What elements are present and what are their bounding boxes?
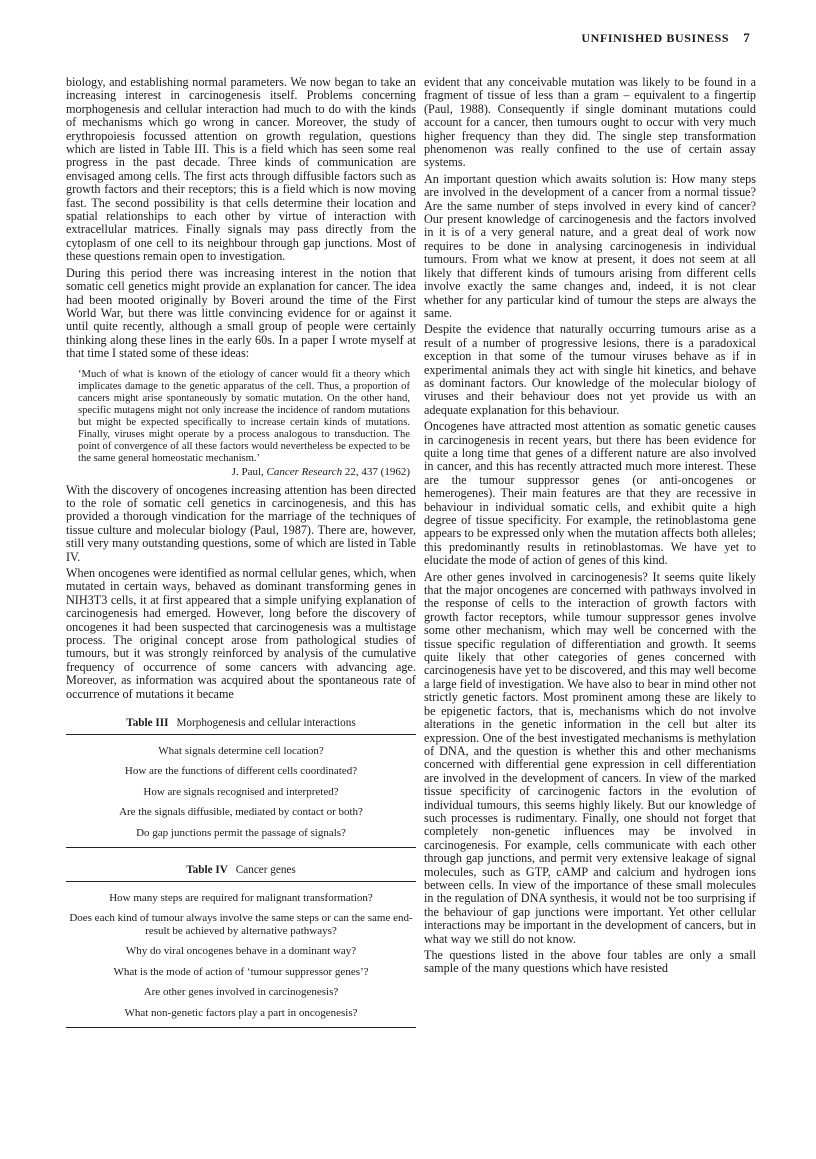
running-title: UNFINISHED BUSINESS xyxy=(581,31,730,45)
paragraph: Oncogenes have attracted most attention as somatic genetic causes in carcinogenesis in recent years, but there has been evidence for quite a long time that genes of a different nature are also involved in cancer, and this has recently attracted much more interest. These are the tumour suppressor genes (or anti-oncogenes or hemerogenes). Their main features are that they are recessive in behaviour in individual somatic cells, and exhibit quite a high degree of tissue specificity. For example, the retinoblastoma gene appears to be expressed only when the mutation affects both alleles; this predominantly results in retinoblastomas. We have yet to elucidate the mode of action of genes of this kind. xyxy=(424,419,756,568)
quote-author: J. Paul, xyxy=(231,465,267,478)
table-label: Table III xyxy=(126,717,169,730)
block-quote xyxy=(78,369,410,478)
quote-citation xyxy=(78,466,410,478)
table-row: Why do viral oncogenes behave in a dominant way? xyxy=(125,945,357,958)
table-iv xyxy=(66,864,416,1028)
table-caption xyxy=(66,717,416,729)
table-title: Morphogenesis and cellular interactions xyxy=(176,717,356,730)
running-head xyxy=(0,30,750,46)
paragraph: evident that any conceivable mutation was likely to be found in a fragment of tissue of less than a gram – equivalent to a fingertip (Paul, 1988). Consequently if single dominant mutations could account for a cancer, then tumours ought to occur with very much higher frequency than they did. The single step transformation phenomenon was really confined to the use of certain assay systems. xyxy=(424,75,756,170)
left-column xyxy=(66,76,416,1028)
right-column xyxy=(424,76,756,976)
table-label: Table IV xyxy=(186,864,228,877)
table-row: What is the mode of action of ‘tumour suppressor genes’? xyxy=(113,965,369,978)
quote-journal: Cancer Research xyxy=(266,465,343,478)
table-row: Are other genes involved in carcinogenesis? xyxy=(143,986,339,999)
paragraph: The questions listed in the above four tables are only a small sample of the many questions which have resisted xyxy=(424,948,756,976)
table-row: How many steps are required for malignant transformation? xyxy=(109,892,373,905)
quote-reference: 22, 437 (1962) xyxy=(342,465,410,478)
table-body xyxy=(66,881,416,1028)
table-row: What signals determine cell location? xyxy=(158,745,324,758)
table-row: Do gap junctions permit the passage of signals? xyxy=(136,826,346,839)
table-caption xyxy=(66,864,416,876)
paragraph: An important question which awaits solution is: How many steps are involved in the development of a cancer from a normal tissue? Are the same number of steps involved in every kind of cancer? Our present knowledge of carcinogenesis and the factors involved in it is of a very general nature, and a great deal of work now requires to be done in analysing carcinogenesis in individual tumours. From what we know at present, it does not seem at all likely that different kinds of tumours arising from different cells involve exactly the same changes and, indeed, it is not clear whether for any particular kind of tumour the steps are always the same. xyxy=(424,171,756,320)
table-row: Does each kind of tumour always involve the same steps or can the same end-result be achieved by alternative pathways? xyxy=(69,912,413,937)
paragraph: With the discovery of oncogenes increasing attention has been directed to the role of somatic cell genetics in carcinogenesis, and this has provided a thorough vindication for the marriage of the techniques of tissue culture and molecular biology (Paul, 1987). There are, however, still very many outstanding questions, some of which are listed in Table IV. xyxy=(66,482,416,564)
table-row: How are signals recognised and interpreted? xyxy=(143,785,339,798)
paragraph: Despite the evidence that naturally occurring tumours arise as a result of a number of progressive lesions, there is a paradoxical exception in that some of the tumour viruses behave as if in experimental animals they act with single hit kinetics, and behave as dominant factors. Our knowledge of the molecular biology of viruses and their behaviour does not yet provide us with an adequate explanation for this behaviour. xyxy=(424,322,756,417)
paragraph: During this period there was increasing interest in the notion that somatic cell genetics might provide an explanation for cancer. The idea had been mooted originally by Boveri around the time of the First World War, but there was little convincing evidence for or against it until quite recently, although a small group of people were certainly thinking along these lines in the early 60s. In a paper I wrote myself at that time I stated some of these ideas: xyxy=(66,265,416,361)
table-body xyxy=(66,734,416,848)
table-iii xyxy=(66,717,416,848)
page-number: 7 xyxy=(743,30,750,45)
paragraph: biology, and establishing normal parameters. We now began to take an increasing interest in carcinogenesis itself. Problems concerning morphogenesis and cellular interaction had much to do with the kinds of mechanisms which go wrong in cancer. Moreover, the study of erythropoiesis focussed attention on growth regulation, questions which are listed in Table III. This is a field which has seen some real progress in the past decade. Three kinds of communication are envisaged among cells. The first acts through diffusible factors such as growth factors and their receptors; this is a field which is now moving fast. The second possibility is that cells determine their location and spatial relationships to each other by virtue of interaction with extracellular matrices. Finally signals may pass directly from the cytoplasm of one cell to its neighbour through gap junctions. Most of these questions remain open to investigation. xyxy=(66,75,416,264)
quote-text: ‘Much of what is known of the etiology of cancer would fit a theory which implicates damage to the genetic apparatus of the cell. Thus, a proportion of cancers might arise spontaneously by somatic mutation. On the other hand, specific mutagens might not only increase the incidence of random mutations but might be expected specifically to increase certain kinds of mutations. Finally, viruses might operate by a process analogous to transduction. The point of convergence of all these factors would nevertheless be expected to be the same general homeostatic mechanism.’ xyxy=(78,368,410,464)
table-row: Are the signals diffusible, mediated by contact or both? xyxy=(119,806,363,819)
table-row: How are the functions of different cells coordinated? xyxy=(124,765,358,778)
table-title: Cancer genes xyxy=(235,864,296,877)
paragraph: When oncogenes were identified as normal cellular genes, which, when mutated in certain ways, behaved as dominant transforming genes in NIH3T3 cells, it at first appeared that a simple unifying explanation of carcinogenesis had emerged. However, long before the discovery of oncogenes it had been suspected that carcinogenesis was a multistage process. The original concept arose from pathological studies of tumours, but it was strongly reinforced by analysis of the cumulative frequency of occurrence of some cancers with advancing age. Moreover, as information was acquired about the spontaneous rate of occurrence of mutations it became xyxy=(66,565,416,701)
paragraph: Are other genes involved in carcinogenesis? It seems quite likely that the major oncogenes are concerned with pathways involved in the response of cells to the interaction of growth factors with growth factor receptors, while tumour suppressor genes involve some other mechanism, which may well be concerned with the tissue specific regulation of differentiation and growth. It seems quite likely that other categories of genes concerned with carcinogenesis have yet to be discovered, and this may well become a large field of investigation. We have also to bear in mind other not strictly genetic factors. Most prominent among these are likely to be epigenetic factors, that is, mechanisms which do not involve alterations in the genetic information in the cell but alter its expression. One of the best investigated mechanisms is methylation of DNA, and the question is whether this and other mechanisms concerned with differential gene expression in cell differentiation are involved in the development of cancers. In view of the marked tissue specificity of carcinogenic factors in the evolution of individual tumours, this seems highly likely. But our knowledge of such processes is rudimentary. Finally, one should not forget that completely non-genetic influences may be involved in carcinogenesis. For example, cells communicate with each other through gap junctions, and permit very extensive leakage of signal molecules, such as GTP, cAMP and calcium and hydrogen ions between cells. In view of the importance of these small molecules in the regulation of DNA synthesis, it would not be too surprising if the behaviour of gap junctions were important. Yet other cellular interactions may be important in the development of cancers, but in what way we still do not know. xyxy=(424,569,756,946)
table-row: What non-genetic factors play a part in oncogenesis? xyxy=(124,1006,358,1019)
